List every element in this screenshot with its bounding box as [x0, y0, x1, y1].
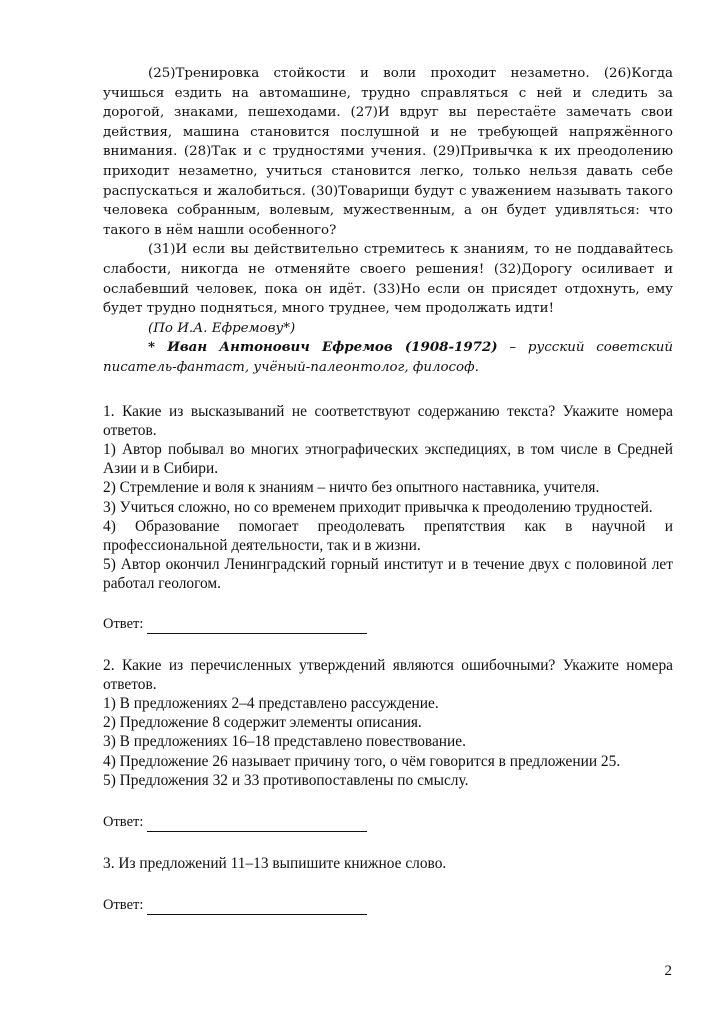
- question-option: 3) В предложениях 16–18 представлено повествование.: [103, 733, 466, 751]
- page-number: 2: [664, 963, 672, 979]
- question-3: [103, 854, 673, 915]
- source-attribution: (По И.А. Ефремову*): [148, 320, 296, 336]
- answer-row: [103, 895, 673, 915]
- document-page: [103, 64, 673, 915]
- answer-row: [103, 614, 673, 634]
- question-option: 1) В предложениях 2–4 представлено рассуждение.: [103, 694, 439, 712]
- text-paragraph-1: (25)Тренировка стойкости и воли проходит незаметно. (26)Когда учишься ездить на автомашине, трудно справляться с ней и следить за дорогой, знаками, пешеходами. (27)И вдруг вы перестаёте замечать свои действия, машина становится послушной и не требующей напряжённого внимания. (28)Так и с трудностями учения. (29)Привычка к их преодолению приходит незаметно, учиться становится легко, только нельзя давать себе распускаться и жалобиться. (30)Товарищи будут с уважением называть такого человека собранным, волевым, мужественным, а он будет удивляться: что такого в нём нашли особенного?: [103, 66, 673, 238]
- answer-label: Ответ:: [103, 813, 144, 830]
- answer-field[interactable]: [147, 900, 367, 915]
- question-option: 4) Предложение 26 называет причину того, о чём говорится в предложении 25.: [103, 752, 621, 770]
- answer-row: [103, 812, 673, 832]
- question-option: 2) Стремление и воля к знаниям – ничто без опытного наставника, учителя.: [103, 479, 600, 497]
- text-paragraph-2: (31)И если вы действительно стремитесь к знаниям, то не поддавайтесь слабости, никогда не отменяйте своего решения! (32)Дорогу осиливает и ослабевший человек, пока он идёт. (33)Но если он присядет отдохнуть, ему будет трудно подняться, много труднее, чем продолжать идти!: [103, 242, 673, 317]
- footnote-description: – русский советский писатель-фантаст, учёный-палеонтолог, философ.: [103, 340, 673, 375]
- question-option: 1) Автор побывал во многих этнографических экспедициях, в том числе в Средней Азии и в Сибири.: [103, 440, 673, 478]
- question-prompt: 2. Какие из перечисленных утверждений являются ошибочными? Укажите номера ответов.: [103, 656, 673, 693]
- author-footnote: [103, 338, 673, 377]
- footnote-author-name: * Иван Антонович Ефремов (1908-1972): [148, 339, 498, 356]
- question-option: 4) Образование помогает преодолевать препятствия как в научной и профессиональной деятельности, так и в жизни.: [103, 517, 673, 554]
- question-1: [103, 402, 673, 634]
- question-option: 2) Предложение 8 содержит элементы описания.: [103, 714, 422, 732]
- question-2: [103, 656, 673, 832]
- answer-field[interactable]: [147, 817, 367, 832]
- question-option: 5) Предложения 32 и 33 противопоставлены по смыслу.: [103, 771, 469, 789]
- answer-label: Ответ:: [103, 615, 144, 632]
- question-option: 3) Учиться сложно, но со временем приходит привычка к преодолению трудностей.: [103, 498, 653, 516]
- answer-field[interactable]: [147, 619, 367, 634]
- question-option: 5) Автор окончил Ленинградский горный институт и в течение двух с половиной лет работал геологом.: [103, 556, 673, 593]
- question-prompt: 1. Какие из высказываний не соответствуют содержанию текста? Укажите номера ответов.: [103, 402, 673, 439]
- answer-label: Ответ:: [103, 897, 144, 914]
- question-prompt: 3. Из предложений 11–13 выпишите книжное слово.: [103, 854, 447, 872]
